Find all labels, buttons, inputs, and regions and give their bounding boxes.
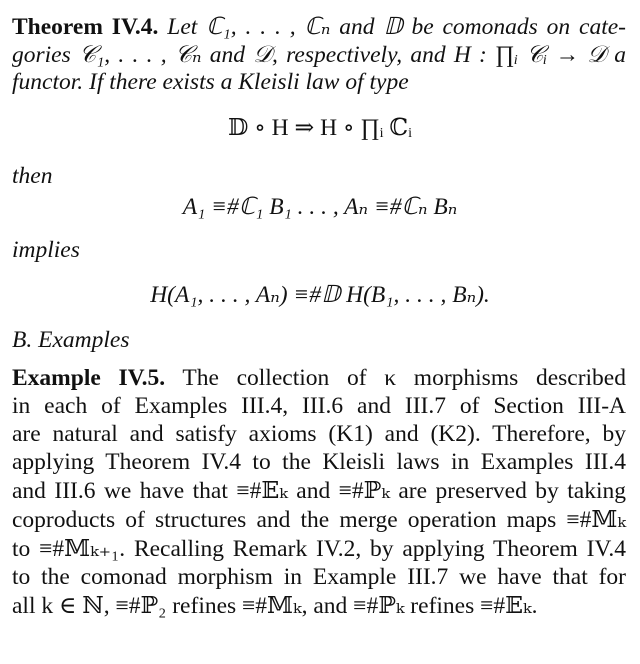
- example-line: [12, 364, 626, 392]
- theorem-text: Let ℂ₁, . . . , ℂₙ and 𝔻 be comonads on cate-: [158, 14, 626, 40]
- example-line: to the comonad morphism in Example III.7 we have that for: [12, 564, 626, 590]
- example-line: to ≡#𝕄ₖ₊₁. Recalling Remark IV.2, by applying Theorem IV.4: [12, 536, 626, 562]
- example-text: The collection of κ morphisms described: [165, 365, 626, 391]
- theorem-line-2: gories 𝒞₁, . . . , 𝒞ₙ and 𝒟, respectively, and H : ∏ᵢ 𝒞ᵢ → 𝒟 a: [12, 42, 626, 68]
- theorem-label: Theorem IV.4.: [12, 14, 159, 40]
- theorem-line-1: [12, 13, 626, 41]
- display-equation-2: A₁ ≡#ℂ₁ B₁ . . . , Aₙ ≡#ℂₙ Bₙ: [182, 194, 458, 220]
- display-equation-3: H(A₁, . . . , Aₙ) ≡#𝔻 H(B₁, . . . , Bₙ).: [150, 282, 490, 308]
- display-equation-1: 𝔻 ∘ H ⇒ H ∘ ∏ᵢ ℂᵢ: [228, 115, 412, 141]
- example-line: are natural and satisfy axioms (K1) and (K2). Therefore, by: [12, 421, 626, 447]
- theorem-line-3: functor. If there exists a Kleisli law of type: [12, 69, 409, 95]
- section-heading: B. Examples: [12, 327, 130, 353]
- then-text: then: [12, 163, 53, 189]
- example-line: and III.6 we have that ≡#𝔼ₖ and ≡#ℙₖ are preserved by taking: [12, 478, 626, 504]
- example-line: all k ∈ ℕ, ≡#ℙ₂ refines ≡#𝕄ₖ, and ≡#ℙₖ refines ≡#𝔼ₖ.: [12, 593, 538, 619]
- example-label: Example IV.5.: [12, 365, 166, 391]
- example-line: in each of Examples III.4, III.6 and III.7 of Section III-A: [12, 393, 626, 419]
- example-line: coproducts of structures and the merge operation maps ≡#𝕄ₖ: [12, 507, 626, 533]
- example-line: applying Theorem IV.4 to the Kleisli laws in Examples III.4: [12, 449, 626, 475]
- implies-text: implies: [12, 237, 80, 263]
